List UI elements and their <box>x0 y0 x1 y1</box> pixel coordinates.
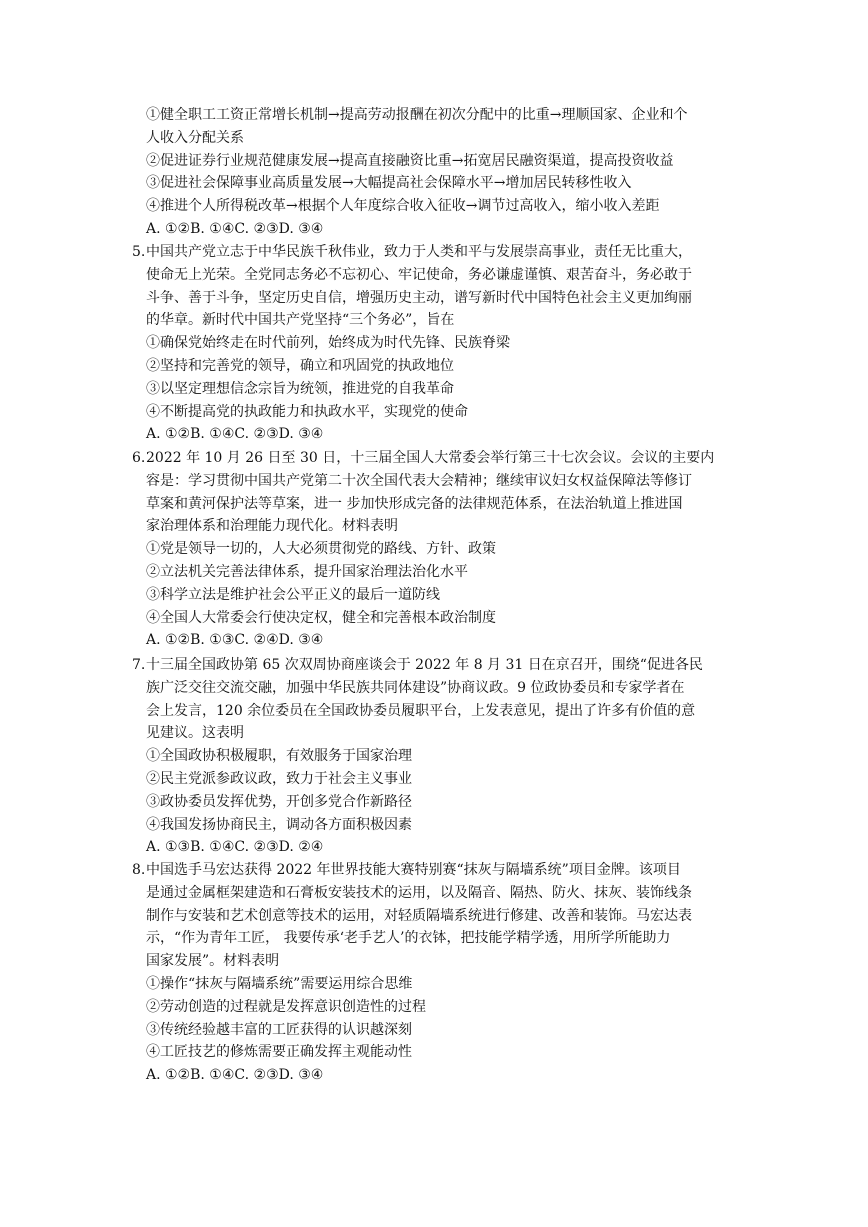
question-option: ③以坚定理想信念宗旨为统领，推进党的自我革命 <box>146 380 454 397</box>
question-stem-line: 族广泛交往交流交融，加强中华民族共同体建设”协商议政。9 位政协委员和专家学者在 <box>146 679 685 696</box>
answer-choices: A. ①②B. ①③C. ②④D. ③④ <box>146 632 324 649</box>
question-number: 5. <box>132 244 146 260</box>
question-stem-line: 十三届全国政协第 65 次双周协商座谈会于 2022 年 8 月 31 日在京召开，围绕“促进各民 <box>146 657 703 673</box>
answer-choices: A. ①③B. ①④C. ②③D. ②④ <box>146 839 324 856</box>
question-option: ②民主党派参政议政，致力于社会主义事业 <box>146 770 412 787</box>
question-option: ④工匠技艺的修炼需要正确发挥主观能动性 <box>146 1044 412 1061</box>
question-stem-line: 是通过金属框架建造和石膏板安装技术的运用，以及隔音、隔热、防火、抹灰、装饰线条 <box>146 884 692 901</box>
q4-option-1-line-2: 人收入分配关系 <box>146 129 244 146</box>
question-option: ①操作“抹灰与隔墙系统”需要运用综合思维 <box>146 975 413 992</box>
question-option: ③政协委员发挥优势，开创多党合作新路径 <box>146 793 412 810</box>
question-stem-line: 2022 年 10 月 26 日至 30 日，十三届全国人大常委会举行第三十七次会议。会议的主要内 <box>146 450 715 466</box>
question-stem-line: 使命无上光荣。全党同志务必不忘初心、牢记使命，务必谦虚谨慎、艰苦奋斗，务必敢于 <box>146 266 692 283</box>
question-6 <box>132 447 742 652</box>
question-option: ③科学立法是维护社会公平正义的最后一道防线 <box>146 586 440 603</box>
question-stem-line: 容是：学习贯彻中国共产党第二十次全国代表大会精神；继续审议妇女权益保障法等修订 <box>146 472 692 489</box>
question-number: 7. <box>132 657 146 673</box>
q4-option-1-line-1: ①健全职工工资正常增长机制→提高劳动报酬在初次分配中的比重→理顺国家、企业和个 <box>146 107 688 123</box>
q4-option-3: ③促进社会保障事业高质量发展→大幅提高社会保障水平→增加居民转移性收入 <box>146 175 632 192</box>
question-stem-line: 见建议。这表明 <box>146 725 244 742</box>
question-8 <box>132 859 742 1087</box>
q4-option-4: ④推进个人所得税改革→根据个人年度综合收入征收→调节过高收入，缩小收入差距 <box>146 198 660 215</box>
question-option: ②劳动创造的过程就是发挥意识创造性的过程 <box>146 998 426 1015</box>
question-5 <box>132 241 742 446</box>
question-option: ④全国人大常委会行使决定权，健全和完善根本政治制度 <box>146 609 496 626</box>
question-option: ②坚持和完善党的领导，确立和巩固党的执政地位 <box>146 357 454 374</box>
answer-choices: A. ①②B. ①④C. ②③D. ③④ <box>146 1067 324 1084</box>
question-option: ①党是领导一切的，人大必须贯彻党的路线、方针、政策 <box>146 541 496 558</box>
question-option: ①全国政协积极履职，有效服务于国家治理 <box>146 748 412 765</box>
question-stem-line: 的华章。新时代中国共产党坚持“三个务必”，旨在 <box>146 312 455 329</box>
question-stem-line: 制作与安装和艺术创意等技术的运用，对轻质隔墙系统进行修建、改善和装饰。马宏达表 <box>146 907 692 924</box>
question-option: ②立法机关完善法律体系，提升国家治理法治化水平 <box>146 563 468 580</box>
question-stem-line: 草案和黄河保护法等草案，进一 步加快形成完备的法律规范体系，在法治轨道上推进国 <box>146 495 683 512</box>
answer-choices: A. ①②B. ①④C. ②③D. ③④ <box>146 426 324 443</box>
question-option: ①确保党始终走在时代前列，始终成为时代先锋、民族脊梁 <box>146 335 510 352</box>
question-option: ④我国发扬协商民主，调动各方面积极因素 <box>146 816 412 833</box>
question-option: ④不断提高党的执政能力和执政水平，实现党的使命 <box>146 403 468 420</box>
question-number: 8. <box>132 862 146 878</box>
question-stem-line: 会上发言，120 余位委员在全国政协委员履职平台，上发表意见，提出了许多有价值的意 <box>146 702 696 719</box>
question-stem-line: 斗争、善于斗争，坚定历史自信，增强历史主动，谱写新时代中国特色社会主义更加绚丽 <box>146 289 692 306</box>
q4-answer-choices: A. ①②B. ①④C. ②③D. ③④ <box>146 220 324 237</box>
question-stem-line: 示，“作为青年工匠， 我要传承‘老手艺人’的衣钵，把技能学精学透，用所学所能助力 <box>146 930 671 947</box>
q4-option-2: ②促进证券行业规范健康发展→提高直接融资比重→拓宽居民融资渠道，提高投资收益 <box>146 152 674 169</box>
question-7 <box>132 654 742 859</box>
question-stem-line: 中国选手马宏达获得 2022 年世界技能大赛特别赛“抹灰与隔墙系统”项目金牌。该项目 <box>146 862 681 878</box>
question-number: 6. <box>132 450 146 466</box>
question-4-continuation <box>146 104 742 241</box>
question-stem-line: 家治理体系和治理能力现代化。材料表明 <box>146 518 398 535</box>
question-option: ③传统经验越丰富的工匠获得的认识越深刻 <box>146 1021 412 1038</box>
question-stem-line: 中国共产党立志于中华民族千秋伟业，致力于人类和平与发展崇高事业，责任无比重大， <box>146 244 692 260</box>
question-stem-line: 国家发展”。材料表明 <box>146 953 280 970</box>
